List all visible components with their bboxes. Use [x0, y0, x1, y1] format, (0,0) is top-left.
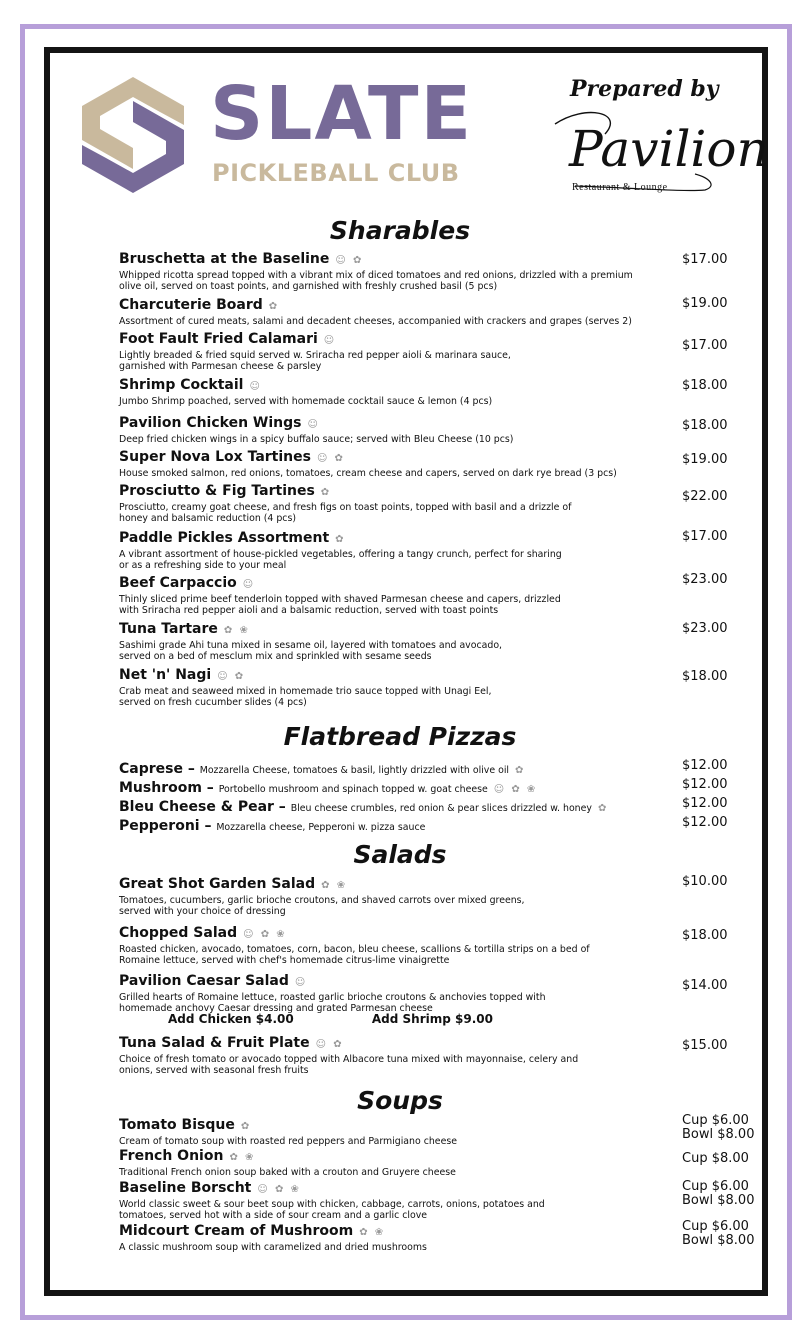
item-description: Tomatoes, cucumbers, garlic brioche croutons, and shaved carrots over mixed greens, served with your choice of dressing [119, 895, 525, 917]
item-name [119, 530, 679, 548]
item-name-text: Charcuterie Board [119, 297, 263, 313]
item-description: Crab meat and seaweed mixed in homemade trio sauce topped with Unagi Eel, served on fresh cucumber slides (4 pcs) [119, 686, 492, 708]
item-name-text: Tomato Bisque [119, 1117, 235, 1133]
item-description: Mozzarella cheese, Pepperoni w. pizza sauce [216, 822, 426, 833]
flatbread-item [119, 777, 679, 796]
item-name [119, 251, 679, 269]
item-price: $22.00 [682, 489, 728, 504]
logo-subtitle: PICKLEBALL CLUB [212, 159, 460, 187]
item-name [119, 1148, 679, 1166]
item-price: Cup $6.00 Bowl $8.00 [682, 1113, 755, 1142]
menu-item [119, 377, 679, 407]
item-name-text: Paddle Pickles Assortment [119, 530, 330, 546]
dietary-icons: ✿ [515, 765, 526, 776]
menu-item [119, 1180, 679, 1221]
item-name [119, 1035, 679, 1053]
item-price: $23.00 [682, 621, 728, 636]
item-description: Deep fried chicken wings in a spicy buffalo sauce; served with Bleu Cheese (10 pcs) [119, 434, 514, 445]
item-price: $18.00 [682, 669, 728, 684]
logo-title: SLATE [210, 71, 474, 157]
dietary-icons: ☺ ✿ ❀ [243, 929, 287, 940]
section-heading-salads: Salads [353, 840, 447, 869]
prepared-by-label: Prepared by [570, 76, 719, 102]
dietary-icons: ✿ [320, 487, 332, 498]
menu-item [119, 667, 679, 708]
item-name [119, 876, 679, 894]
item-description: Cream of tomato soup with roasted red peppers and Parmigiano cheese [119, 1136, 457, 1147]
item-description: Prosciutto, creamy goat cheese, and fresh figs on toast points, topped with basil and a drizzle of honey and balsamic reduction (4 pcs) [119, 502, 572, 524]
section-heading-soups: Soups [357, 1086, 443, 1115]
item-name-text: Baseline Borscht [119, 1180, 252, 1196]
item-name: Pepperoni [119, 818, 200, 834]
separator: – [273, 799, 291, 815]
item-price: $17.00 [682, 529, 728, 544]
pavilion-subtitle: Restaurant & Lounge [572, 182, 668, 193]
item-name [119, 297, 679, 315]
item-name-text: Super Nova Lox Tartines [119, 449, 311, 465]
item-name-text: Tuna Salad & Fruit Plate [119, 1035, 310, 1051]
item-name-text: Midcourt Cream of Mushroom [119, 1223, 354, 1239]
section-heading-sharables: Sharables [329, 216, 471, 245]
item-price: $18.00 [682, 418, 728, 433]
menu-item [119, 1223, 679, 1253]
item-name-text: Net 'n' Nagi [119, 667, 212, 683]
dietary-icons: ☺ ✿ ❀ [493, 784, 538, 795]
item-price: $19.00 [682, 296, 728, 311]
dietary-icons: ☺ ✿ [315, 1039, 344, 1050]
item-description: Grilled hearts of Romaine lettuce, roasted garlic brioche croutons & anchovies topped with homemade anchovy Caesar dressing and grated Parmesan cheese [119, 992, 546, 1014]
separator: – [182, 761, 200, 777]
menu-item [119, 1117, 679, 1147]
item-description: Bleu cheese crumbles, red onion & pear slices drizzled w. honey [290, 803, 592, 814]
item-name [119, 449, 679, 467]
menu-item [119, 297, 679, 327]
item-description: Thinly sliced prime beef tenderloin topped with shaved Parmesan cheese and capers, drizzled with Sriracha red pepper aioli and a balsamic reduction, served with toast points [119, 594, 561, 616]
separator: – [201, 780, 219, 796]
caesar-addons [168, 1012, 493, 1026]
item-name-text: Tuna Tartare [119, 621, 218, 637]
item-name-text: Shrimp Cocktail [119, 377, 244, 393]
item-name: Mushroom [119, 780, 202, 796]
item-name-text: Beef Carpaccio [119, 575, 237, 591]
menu-item [119, 331, 679, 372]
item-name-text: Pavilion Chicken Wings [119, 415, 302, 431]
item-description: Assortment of cured meats, salami and decadent cheeses, accompanied with crackers and grapes (serves 2) [119, 316, 632, 327]
item-price: Cup $6.00 Bowl $8.00 [682, 1179, 755, 1208]
dietary-icons: ✿ [268, 301, 280, 312]
menu-item [119, 415, 679, 445]
item-name [119, 1223, 679, 1241]
item-name [119, 925, 679, 943]
item-price: $18.00 [682, 378, 728, 393]
item-price: $12.00 [682, 758, 728, 773]
item-description: A classic mushroom soup with caramelized and dried mushrooms [119, 1242, 427, 1253]
item-name-text: Bruschetta at the Baseline [119, 251, 330, 267]
item-description: Choice of fresh tomato or avocado topped with Albacore tuna mixed with mayonnaise, celery and onions, served with seasonal fresh fruits [119, 1054, 579, 1076]
flatbread-item [119, 796, 679, 815]
dietary-icons: ☺ [242, 579, 256, 590]
item-name [119, 415, 679, 433]
item-description: Whipped ricotta spread topped with a vibrant mix of diced tomatoes and red onions, drizzled with a premium olive oil, served on toast points, and garnished with freshly crushed basil (5 pcs) [119, 270, 633, 292]
menu-item [119, 973, 679, 1014]
item-name [119, 331, 679, 349]
dietary-icons: ✿ [240, 1121, 252, 1132]
dietary-icons: ☺ ✿ [316, 453, 345, 464]
item-description: Traditional French onion soup baked with a crouton and Gruyere cheese [119, 1167, 456, 1178]
item-price: $15.00 [682, 1038, 728, 1053]
dietary-icons: ✿ ❀ [359, 1227, 386, 1238]
menu-item [119, 575, 679, 616]
item-price: Cup $6.00 Bowl $8.00 [682, 1219, 755, 1248]
item-name-text: French Onion [119, 1148, 224, 1164]
item-price: $23.00 [682, 572, 728, 587]
item-name-text: Chopped Salad [119, 925, 238, 941]
item-description: Lightly breaded & fried squid served w. Sriracha red pepper aioli & marinara sauce, garnished with Parmesan cheese & parsley [119, 350, 511, 372]
item-description: Mozzarella Cheese, tomatoes & basil, lightly drizzled with olive oil [199, 765, 510, 776]
separator: – [199, 818, 217, 834]
item-description: Sashimi grade Ahi tuna mixed in sesame oil, layered with tomatoes and avocado, served on a bed of mesclum mix and sprinkled with sesame seeds [119, 640, 503, 662]
dietary-icons: ✿ ❀ [223, 625, 250, 636]
item-name [119, 575, 679, 593]
item-description: Portobello mushroom and spinach topped w. goat cheese [218, 784, 488, 795]
add-chicken-option: Add Chicken $4.00 [168, 1012, 294, 1026]
item-name: Caprese [119, 761, 183, 777]
item-price: $14.00 [682, 978, 728, 993]
item-name [119, 1117, 679, 1135]
item-description: Jumbo Shrimp poached, served with homemade cocktail sauce & lemon (4 pcs) [119, 396, 493, 407]
item-name [119, 377, 679, 395]
dietary-icons: ☺ ✿ [335, 255, 364, 266]
menu-item [119, 483, 679, 524]
item-price: $12.00 [682, 815, 728, 830]
item-price: $17.00 [682, 252, 728, 267]
item-price: $12.00 [682, 796, 728, 811]
dietary-icons: ☺ ✿ ❀ [257, 1184, 301, 1195]
slate-logo-icon [78, 73, 188, 197]
item-price: $19.00 [682, 452, 728, 467]
item-name [119, 667, 679, 685]
item-description: Roasted chicken, avocado, tomatoes, corn, bacon, bleu cheese, scallions & tortilla strips on a bed of Romaine lettuce, served with chef's homemade citrus-lime vinaigrette [119, 944, 590, 966]
dietary-icons: ✿ ❀ [321, 880, 348, 891]
menu-item [119, 1035, 679, 1076]
flatbread-item [119, 815, 679, 834]
menu-item [119, 876, 679, 917]
item-name [119, 1180, 679, 1198]
menu-item [119, 1148, 679, 1178]
menu-item [119, 925, 679, 966]
item-description: World classic sweet & sour beet soup with chicken, cabbage, carrots, onions, potatoes and tomatoes, served hot with a side of sour cream and a garlic clove [119, 1199, 545, 1221]
item-name: Bleu Cheese & Pear [119, 799, 274, 815]
item-description: House smoked salmon, red onions, tomatoes, cream cheese and capers, served on dark rye bread (3 pcs) [119, 468, 617, 479]
dietary-icons: ☺ [307, 419, 320, 430]
item-price: $10.00 [682, 874, 728, 889]
section-heading-flatbread: Flatbread Pizzas [283, 722, 517, 751]
item-name [119, 483, 679, 501]
pavilion-logo-text: Pavilion [569, 120, 769, 178]
item-name [119, 621, 679, 639]
add-shrimp-option: Add Shrimp $9.00 [371, 1012, 493, 1026]
flatbread-item [119, 758, 679, 777]
dietary-icons: ✿ ❀ [229, 1152, 256, 1163]
dietary-icons: ✿ [597, 803, 609, 814]
item-name-text: Pavilion Caesar Salad [119, 973, 289, 989]
item-name-text: Foot Fault Fried Calamari [119, 331, 318, 347]
dietary-icons: ☺ [249, 381, 262, 392]
item-name-text: Prosciutto & Fig Tartines [119, 483, 315, 499]
item-price: $12.00 [682, 777, 728, 792]
item-price: $17.00 [682, 338, 728, 353]
dietary-icons: ✿ [335, 534, 346, 545]
item-price: $18.00 [682, 928, 728, 943]
menu-item [119, 621, 679, 662]
dietary-icons: ☺ ✿ [217, 671, 246, 682]
item-description: A vibrant assortment of house-pickled vegetables, offering a tangy crunch, perfect for sharing or as a refreshing side to your meal [119, 549, 562, 571]
item-price: Cup $8.00 [682, 1151, 749, 1166]
menu-item [119, 449, 679, 479]
menu-item [119, 530, 679, 571]
dietary-icons: ☺ [294, 977, 308, 988]
item-name-text: Great Shot Garden Salad [119, 876, 316, 892]
item-name [119, 973, 679, 991]
dietary-icons: ☺ [323, 335, 337, 346]
menu-item [119, 251, 679, 292]
